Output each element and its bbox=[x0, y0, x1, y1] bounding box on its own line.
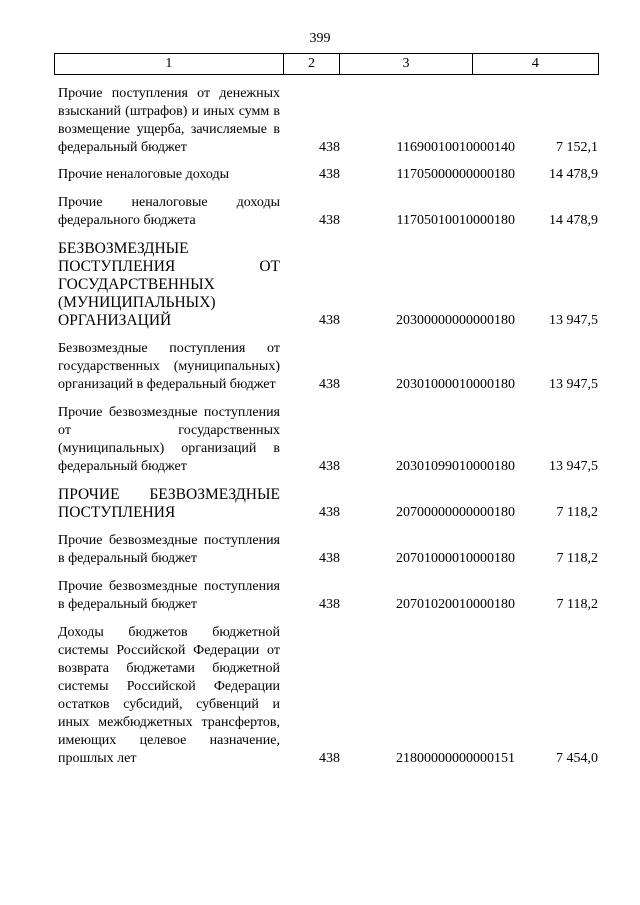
row-admin-code: 438 bbox=[319, 213, 340, 228]
income-rows bbox=[58, 85, 598, 776]
row-amount: 7 118,2 bbox=[556, 505, 598, 520]
row-budget-code: 20701000010000180 bbox=[396, 551, 515, 566]
row-amount: 7 454,0 bbox=[556, 751, 598, 766]
row-budget-code: 11705000000000180 bbox=[396, 167, 515, 182]
header-col-4: 4 bbox=[472, 54, 598, 75]
table-row bbox=[58, 240, 598, 330]
table-row bbox=[58, 624, 598, 768]
row-name: Прочие неналоговые доходы bbox=[58, 167, 230, 182]
row-admin-code: 438 bbox=[319, 140, 340, 155]
table-row bbox=[58, 85, 598, 157]
table-row bbox=[58, 166, 598, 184]
row-name: БЕЗВОЗМЕЗДНЫЕ ПОСТУПЛЕНИЯ ОТ ГОСУДАРСТВЕННЫХ (МУНИЦИПАЛЬНЫХ) ОРГАНИЗАЦИЙ bbox=[58, 240, 280, 329]
row-amount: 7 152,1 bbox=[556, 140, 598, 155]
row-budget-code: 20700000000000180 bbox=[396, 505, 515, 520]
row-name: Прочие безвозмездные поступления в федеральный бюджет bbox=[58, 579, 280, 612]
row-name: Прочие безвозмездные поступления в федеральный бюджет bbox=[58, 533, 280, 566]
row-budget-code: 20701020010000180 bbox=[396, 597, 515, 612]
row-amount: 14 478,9 bbox=[549, 213, 598, 228]
row-amount: 13 947,5 bbox=[549, 313, 598, 328]
row-amount: 13 947,5 bbox=[549, 459, 598, 474]
column-header-table bbox=[54, 53, 599, 75]
row-budget-code: 20301099010000180 bbox=[396, 459, 515, 474]
row-admin-code: 438 bbox=[319, 505, 340, 520]
header-col-3: 3 bbox=[340, 54, 472, 75]
row-amount: 13 947,5 bbox=[549, 377, 598, 392]
row-budget-code: 20301000010000180 bbox=[396, 377, 515, 392]
row-admin-code: 438 bbox=[319, 459, 340, 474]
row-name: Безвозмездные поступления от государственных (муниципальных) организаций в федеральный бюджет bbox=[58, 341, 280, 392]
row-admin-code: 438 bbox=[319, 167, 340, 182]
row-amount: 14 478,9 bbox=[549, 167, 598, 182]
page-number: 399 bbox=[309, 31, 331, 46]
row-admin-code: 438 bbox=[319, 551, 340, 566]
row-admin-code: 438 bbox=[319, 313, 340, 328]
header-col-1: 1 bbox=[55, 54, 284, 75]
table-row bbox=[58, 578, 598, 614]
row-name: Прочие безвозмездные поступления от государственных (муниципальных) организаций в федеральный бюджет bbox=[58, 405, 280, 474]
row-budget-code: 20300000000000180 bbox=[396, 313, 515, 328]
table-row bbox=[58, 194, 598, 230]
header-col-2: 2 bbox=[283, 54, 340, 75]
row-name: ПРОЧИЕ БЕЗВОЗМЕЗДНЫЕ ПОСТУПЛЕНИЯ bbox=[58, 486, 280, 521]
row-name: Прочие поступления от денежных взысканий (штрафов) и иных сумм в возмещение ущерба, зачисляемые в федеральный бюджет bbox=[58, 86, 280, 155]
table-row bbox=[58, 532, 598, 568]
row-budget-code: 11705010010000180 bbox=[396, 213, 515, 228]
row-amount: 7 118,2 bbox=[556, 551, 598, 566]
row-budget-code: 21800000000000151 bbox=[396, 751, 515, 766]
row-admin-code: 438 bbox=[319, 597, 340, 612]
table-row bbox=[58, 486, 598, 522]
row-name: Прочие неналоговые доходы федерального бюджета bbox=[58, 195, 280, 228]
row-name: Доходы бюджетов бюджетной системы Российской Федерации от возврата бюджетами бюджетной системы Российской Федерации остатков субсидий, субвенций и иных межбюджетных трансфертов, имеющих целевое назначение, прошлых лет bbox=[58, 625, 280, 766]
row-budget-code: 11690010010000140 bbox=[396, 140, 515, 155]
header-row bbox=[55, 54, 599, 75]
table-row bbox=[58, 340, 598, 394]
row-amount: 7 118,2 bbox=[556, 597, 598, 612]
row-admin-code: 438 bbox=[319, 751, 340, 766]
row-admin-code: 438 bbox=[319, 377, 340, 392]
table-row bbox=[58, 404, 598, 476]
